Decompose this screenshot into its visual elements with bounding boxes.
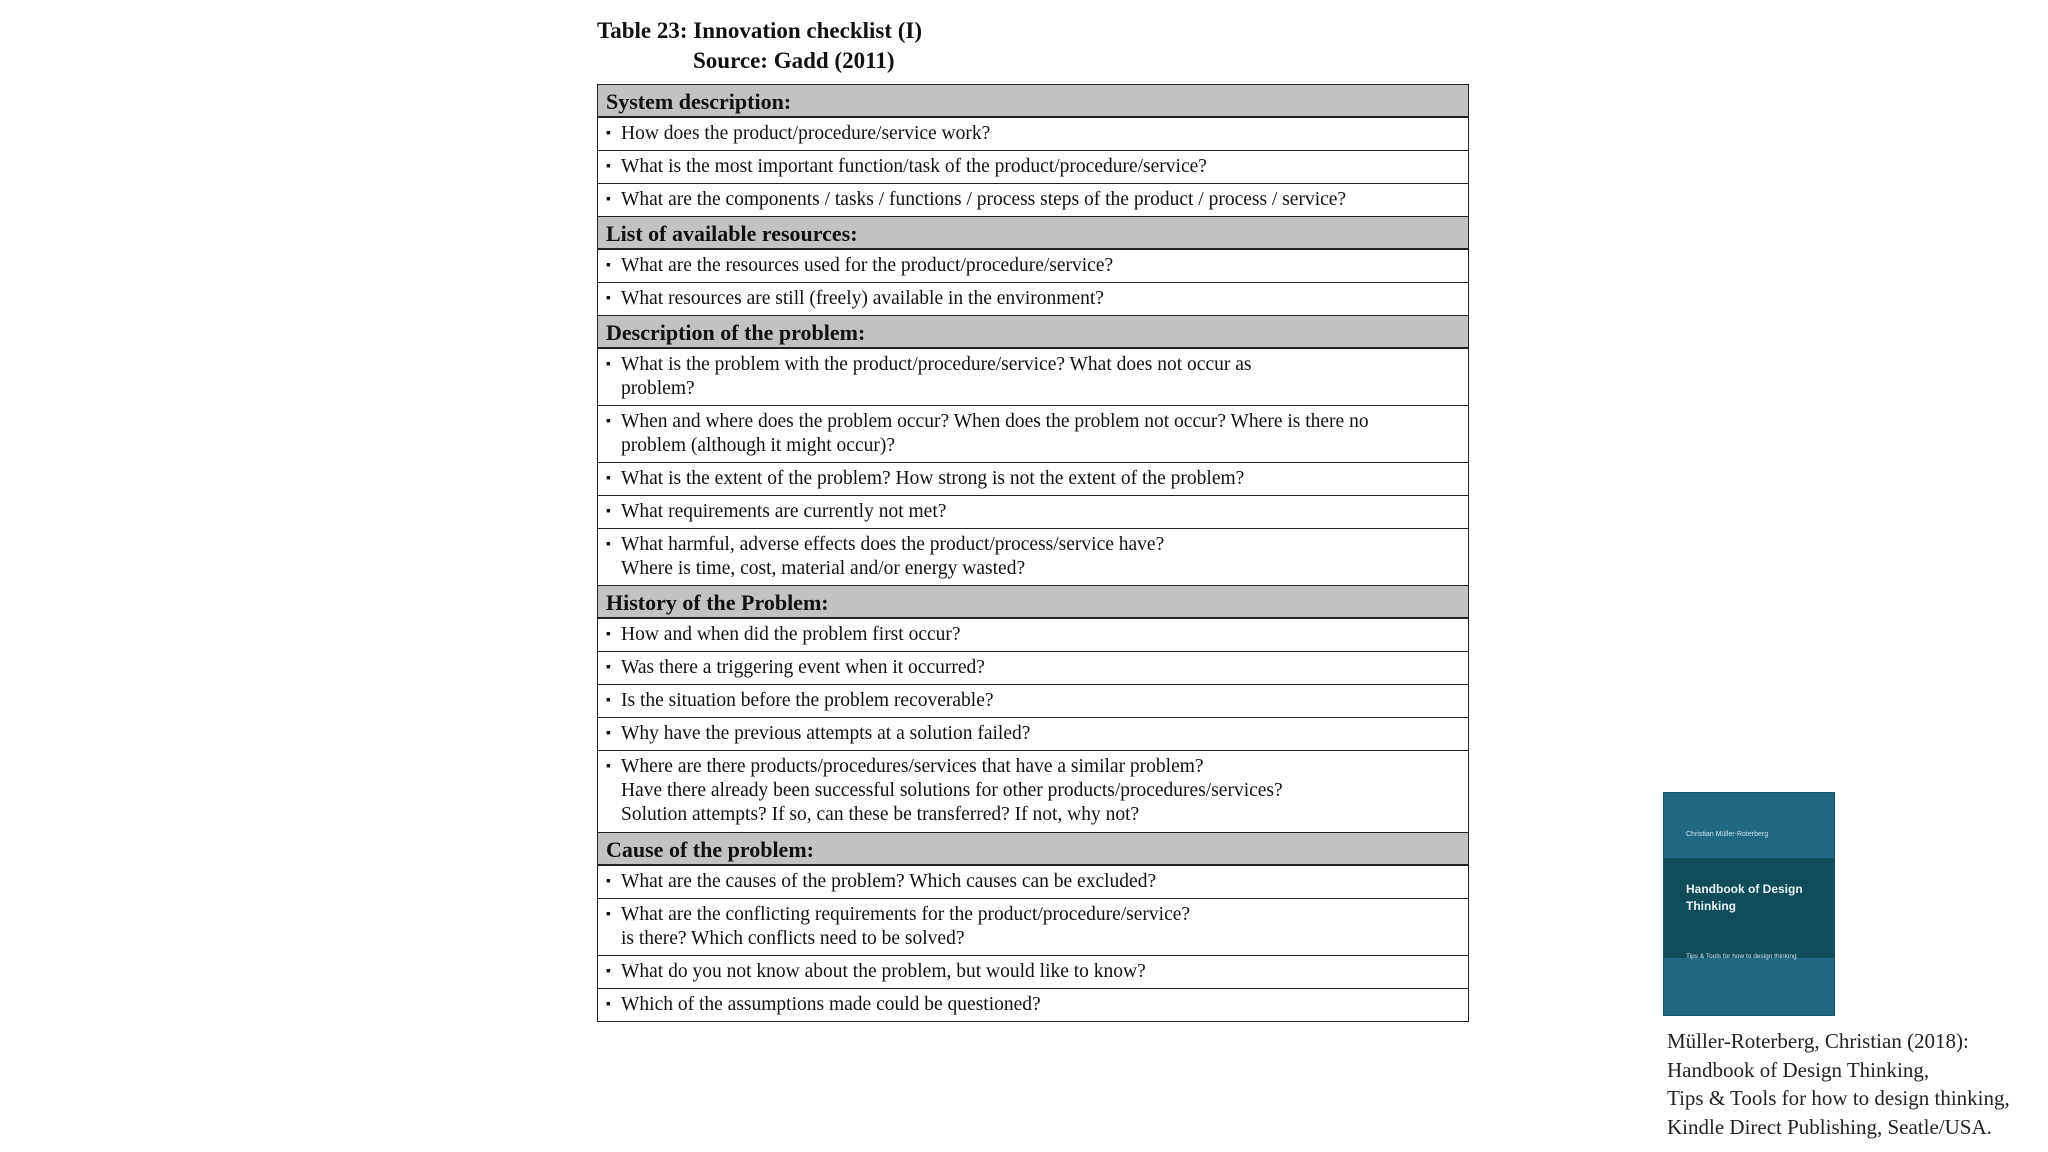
bullet-icon: ▪ xyxy=(606,660,611,675)
checklist-item xyxy=(598,718,1468,751)
checklist-item-text: What are the conflicting requirements for the product/procedure/service? is there? Which conflicts need to be solved? xyxy=(621,904,1191,949)
checklist-item-text: Was there a triggering event when it occurred? xyxy=(621,657,985,678)
checklist-item xyxy=(598,463,1468,496)
bullet-icon: ▪ xyxy=(606,504,611,519)
checklist-item-text: How and when did the problem first occur? xyxy=(621,624,961,645)
bullet-icon: ▪ xyxy=(606,874,611,889)
bullet-icon: ▪ xyxy=(606,997,611,1012)
citation-line: Müller-Roterberg, Christian (2018): xyxy=(1667,1029,1969,1053)
checklist-item xyxy=(598,151,1468,184)
checklist-item xyxy=(598,652,1468,685)
checklist-item xyxy=(598,899,1468,956)
book-cover-author: Christian Müller-Roterberg xyxy=(1686,831,1769,838)
bullet-icon: ▪ xyxy=(606,537,611,552)
checklist-item-text: Where are there products/procedures/services that have a similar problem? Have there already been successful solutions for other products/procedures/services? Solution attempts? If so, can these be transferred? If not, why not? xyxy=(621,756,1283,825)
checklist-item xyxy=(598,496,1468,529)
innovation-checklist-table xyxy=(597,84,1469,1022)
citation-line: Kindle Direct Publishing, Seatle/USA. xyxy=(1667,1114,1992,1139)
bullet-icon: ▪ xyxy=(606,126,611,141)
book-cover-title: Handbook of Design Thinking xyxy=(1686,882,1803,913)
checklist-item xyxy=(598,685,1468,718)
bullet-icon: ▪ xyxy=(606,192,611,207)
bullet-icon: ▪ xyxy=(606,159,611,174)
checklist-item-text: What is the problem with the product/procedure/service? What does not occur as problem? xyxy=(621,354,1252,399)
checklist-item xyxy=(598,406,1468,463)
checklist-item xyxy=(598,349,1468,406)
checklist-item xyxy=(598,283,1468,316)
bullet-icon: ▪ xyxy=(606,693,611,708)
checklist-item xyxy=(598,866,1468,899)
table-source: Source: Gadd (2011) xyxy=(693,48,895,73)
checklist-item xyxy=(598,118,1468,151)
bullet-icon: ▪ xyxy=(606,964,611,979)
checklist-item-text: What are the causes of the problem? Which causes can be excluded? xyxy=(621,871,1157,892)
checklist-item xyxy=(598,184,1468,217)
checklist-item-text: What are the components / tasks / functions / process steps of the product / process / service? xyxy=(621,189,1347,210)
bullet-icon: ▪ xyxy=(606,726,611,741)
book-citation xyxy=(1667,1027,2047,1141)
bullet-icon: ▪ xyxy=(606,258,611,273)
checklist-item-text: What is the extent of the problem? How strong is not the extent of the problem? xyxy=(621,468,1245,489)
checklist-item-text: What requirements are currently not met? xyxy=(621,501,947,522)
table-title: Table 23: Innovation checklist (I) xyxy=(597,18,923,43)
checklist-item-text: Which of the assumptions made could be questioned? xyxy=(621,994,1041,1015)
checklist-item-text: What are the resources used for the product/procedure/service? xyxy=(621,255,1114,276)
checklist-item xyxy=(598,529,1468,586)
checklist-item-text: How does the product/procedure/service work? xyxy=(621,123,991,144)
table-title-block xyxy=(597,16,922,76)
bullet-icon: ▪ xyxy=(606,907,611,922)
section-header: Cause of the problem: xyxy=(598,833,1468,866)
checklist-item-text: What is the most important function/task of the product/procedure/service? xyxy=(621,156,1207,177)
checklist-item-text: When and where does the problem occur? When does the problem not occur? Where is there no problem (although it might occur)? xyxy=(621,411,1369,456)
checklist-item-text: What resources are still (freely) available in the environment? xyxy=(621,288,1104,309)
bullet-icon: ▪ xyxy=(606,357,611,372)
book-cover xyxy=(1664,793,1834,1015)
book-cover-subtitle: Tips & Tools for how to design thinking xyxy=(1686,953,1797,960)
checklist-item-text: Is the situation before the problem recoverable? xyxy=(621,690,994,711)
section-header: Description of the problem: xyxy=(598,316,1468,349)
bullet-icon: ▪ xyxy=(606,471,611,486)
checklist-item xyxy=(598,250,1468,283)
checklist-item xyxy=(598,619,1468,652)
citation-line: Handbook of Design Thinking, xyxy=(1667,1057,1930,1082)
checklist-item-text: What do you not know about the problem, but would like to know? xyxy=(621,961,1146,982)
checklist-item-text: What harmful, adverse effects does the product/process/service have? Where is time, cost, material and/or energy wasted? xyxy=(621,534,1165,579)
section-header: System description: xyxy=(598,85,1468,118)
bullet-icon: ▪ xyxy=(606,627,611,642)
bullet-icon: ▪ xyxy=(606,759,611,774)
bullet-icon: ▪ xyxy=(606,291,611,306)
checklist-item xyxy=(598,989,1468,1022)
bullet-icon: ▪ xyxy=(606,414,611,429)
checklist-item-text: Why have the previous attempts at a solution failed? xyxy=(621,723,1031,744)
citation-line: Tips & Tools for how to design thinking, xyxy=(1667,1086,2010,1110)
checklist-item xyxy=(598,956,1468,989)
checklist-item xyxy=(598,751,1468,833)
section-header: History of the Problem: xyxy=(598,586,1468,619)
section-header: List of available resources: xyxy=(598,217,1468,250)
